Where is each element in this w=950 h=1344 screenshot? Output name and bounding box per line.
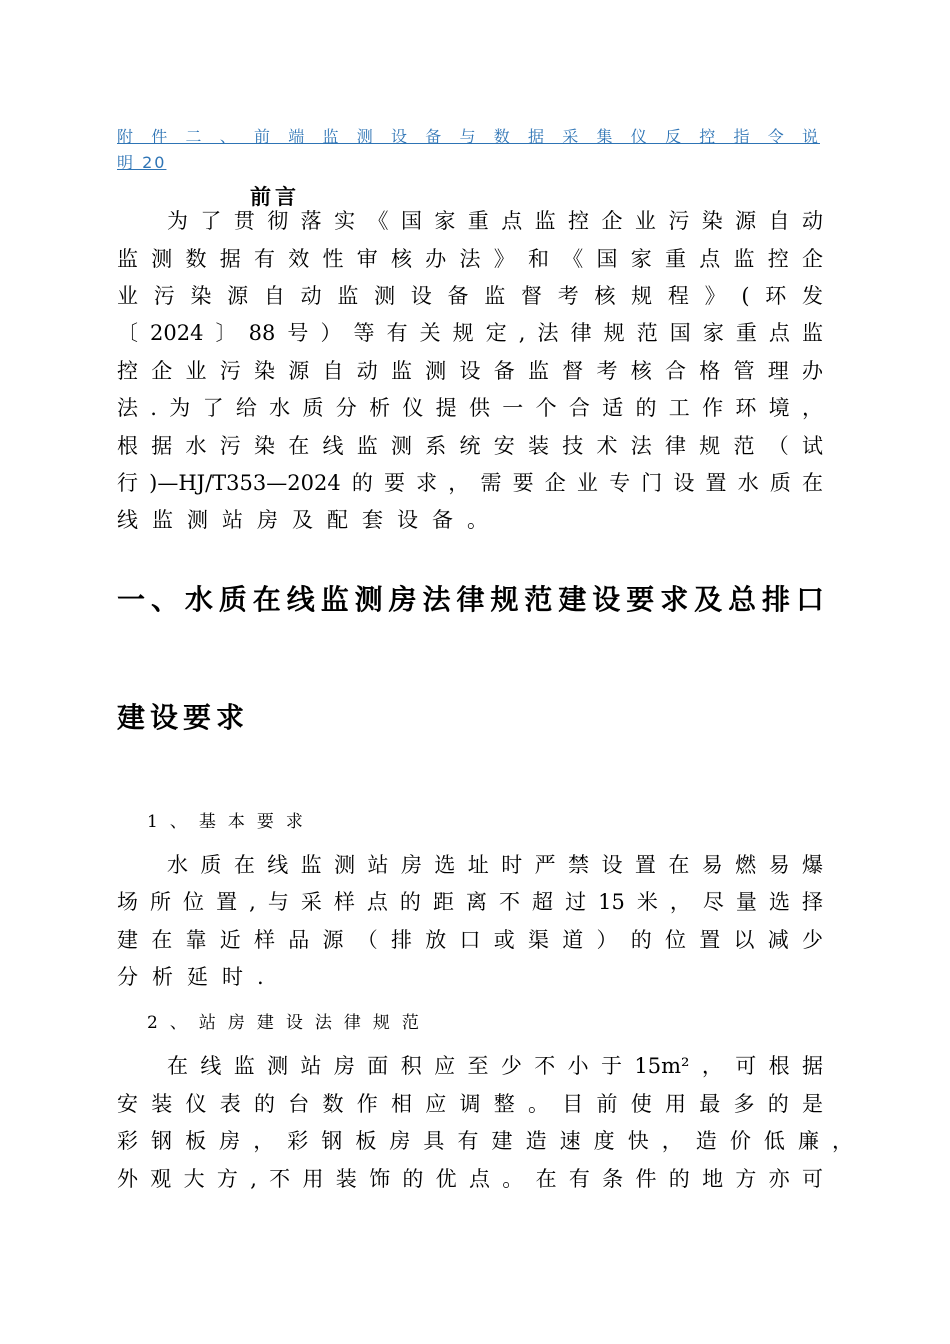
body-line: 水质在线监测站房选址时严禁设置在易燃易爆	[167, 853, 823, 877]
body-line: 建在靠近样品源（排放口或渠道）的位置以减少	[117, 928, 823, 952]
foreword-line: 法.为了给水质分析仪提供一个合适的工作环境，	[117, 396, 823, 420]
toc-link-appendix-2-page[interactable]: 明 20	[117, 153, 167, 172]
body-line: 安装仪表的台数作相应调整。目前使用最多的是	[117, 1092, 823, 1116]
section-heading-cont: 建设要求	[117, 701, 250, 734]
foreword-line: 行)—HJ/T353—2024的要求，需要企业专门设置水质在	[117, 471, 823, 495]
body-line: 场所位置,与采样点的距离不超过15米，尽量选择	[117, 890, 823, 914]
body-line: 在线监测站房面积应至少不小于15m²，可根据	[167, 1054, 823, 1078]
body-line: 彩钢板房，彩钢板房具有建造速度快，造价低廉，	[117, 1129, 853, 1153]
subsection-title-basic: 1、基本要求	[147, 812, 315, 832]
foreword-line: 监测数据有效性审核办法》和《国家重点监控企	[117, 247, 823, 271]
section-heading: 一、水质在线监测房法律规范建设要求及总排口	[117, 583, 829, 616]
foreword-line: 控企业污染源自动监测设备监督考核合格管理办	[117, 359, 823, 383]
body-line: 分析延时.	[117, 965, 278, 989]
foreword-line: 〔2024〕88号）等有关规定,法律规范国家重点监	[117, 321, 823, 345]
foreword-line: 根据水污染在线监测系统安装技术法律规范（试	[117, 434, 823, 458]
foreword-line: 业污染源自动监测设备监督考核规程》(环发	[117, 284, 823, 308]
foreword-line: 线监测站房及配套设备。	[117, 508, 502, 532]
foreword-title: 前言	[250, 185, 300, 209]
subsection-title-station: 2、站房建设法律规范	[147, 1013, 431, 1033]
toc-link-appendix-2[interactable]: 附件二、前端监测设备与数据采集仪反控指令说	[117, 127, 820, 146]
body-line: 外观大方,不用装饰的优点。在有条件的地方亦可	[117, 1167, 823, 1191]
foreword-line: 为了贯彻落实《国家重点监控企业污染源自动	[167, 209, 823, 233]
